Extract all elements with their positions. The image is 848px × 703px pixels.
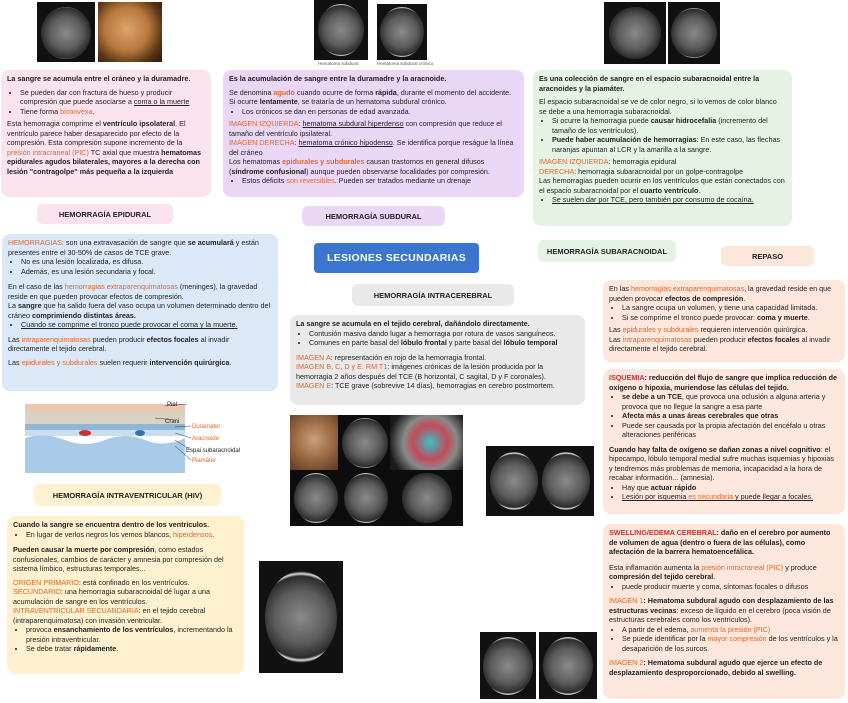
swelling-bullet-identify: • Se puede identificar por la mayor compresión de los ventrículos y la desaparición de los surcos. xyxy=(622,634,839,653)
subdural-paragraph-1: Se denomina agudo cuando ocurre de forma rápida, durante el momento del accidente. Si ocurre lentamente, se trataría de un hematoma subdural crónico. xyxy=(229,87,512,106)
intraventricular-heading: Cuando la sangre se encuentra dentro de los ventrículos. xyxy=(13,520,210,529)
hemorrhages-bullet-brainstem: • Cuando se comprime el tronco puede provocar el coma y la muerte. xyxy=(21,320,272,330)
label-piel: Piel xyxy=(167,402,178,408)
skin-layer xyxy=(25,404,185,412)
hemorrhages-surgery: Las epidurales y subdurales suelen requerir intervención quirúrgica. xyxy=(8,357,232,367)
repaso-surgery: Las epidurales y subdurales requieren intervención quirúrgica. xyxy=(609,325,808,334)
swelling-definition: SWELLING/EDEMA CEREBRAL: daño en el cerebro por aumento de volumen de agua (dentro o fuera de las células), como afectación de la barrera hematoencefálica. xyxy=(609,528,831,556)
label-espai-subaracnoidal: Espai subaracnoidal xyxy=(186,448,241,454)
subarachnoid-bullet-accumulation: • Puede haber acumulación de hemorragias: En este caso, las flechas naranjas apuntan al LCR y la amarilla a la sangre. xyxy=(552,135,786,154)
vessel xyxy=(135,430,145,436)
subdural-paragraph-2: Los hematomas epidurales y subdurales causan trastornos en general difusos (síndrome confusional) aunque pueden observarse focalidades por compresión. xyxy=(229,157,490,176)
epidural-bullet-fracture: • Se pueden dar con fractura de hueso y producir compresión que puede asociarse a coma o la muerte xyxy=(20,88,205,107)
label-piamater: Piamáter xyxy=(192,458,217,464)
subdural-bullet-chronic: • Los crónicos se dan en personas de edad avanzada. xyxy=(242,107,518,117)
subarachnoid-heading: Es una colección de sangre en el espacio subaracnoidal entre la aracnoides y la piamáter. xyxy=(539,74,760,93)
subarachnoid-image-left: IMAGEN IZQUIERDA: hemorragia epidural xyxy=(539,157,677,166)
swelling-image-1: IMAGEN 1: Hematoma subdural agudo con desplazamiento de las estructuras vecinas: exceso de líquido en el cerebro (poca visión de estructuras cerebrales como los ventrículos). xyxy=(609,596,834,624)
subdural-heading: Es la acumulación de sangre entre la duramadre y la aracnoide. xyxy=(229,74,447,83)
swelling-image-2: IMAGEN 2: Hematoma subdural agudo que ejerce un efecto de desplazamiento desproporcionado, debido al swelling. xyxy=(609,658,823,677)
3d-render xyxy=(390,415,463,470)
swelling-card xyxy=(603,524,845,699)
repaso-ct-pair xyxy=(486,446,594,516)
label-subaracnoidal: HEMORRAGÍA SUBARACNOIDAL xyxy=(538,240,676,262)
swelling-inflammation: Esta inflamación aumenta la presión intracraneal (PIC) y produce compresión del tejido cerebral. xyxy=(609,562,817,581)
intraventricular-ct-image xyxy=(259,561,343,673)
subarachnoid-paragraph-2: Las hemorragias pueden ocurrir en los ventrículos que están conectados con el espacio subaracnoidal por el cuarto ventrículo. xyxy=(539,176,785,195)
ischemia-bullet-secondary: • Lesión por isquemia es secundaria y puede llegar a focales. xyxy=(622,492,839,502)
ischemia-definition: ISQUEMIA: reducción del flujo de sangre que implica reducción de oxígeno o hipoxia, muriendose las células del tejido. xyxy=(609,373,838,392)
intracerebral-bullet-contusion: • Contusión masiva dando lugar a hemorragia por rotura de vasos sanguíneos. xyxy=(309,329,579,339)
intraventricular-origin-primary: ORIGEN PRIMARIO: está confinado en los ventrículos. xyxy=(13,577,190,587)
intracerebral-images-bcde: IMAGEN B, C, D y E. RM T1: imágenes crónicas de la lesión producida por la hemorragia 2 años después del TCE (B horizontal, C sagital, D y F coronales). xyxy=(296,362,546,381)
subarachnoid-card xyxy=(533,70,792,226)
ischemia-bullet-causes: • Puede ser causada por la propia afectación del encéfalo u otras alteraciones periféricas xyxy=(622,421,839,440)
hemorrhages-bullet-secondary: • Además, es una lesión secundaria y focal. xyxy=(21,267,272,277)
repaso-extraparenchymal: En las hemorragias extraparenquimatosas, la gravedad reside en que pueden provocar efectos de compresión. xyxy=(609,284,832,303)
repaso-bullet-brainstem: • Si se comprime el tronco puede provocar: coma y muerte. xyxy=(622,313,839,323)
subdural-image-left: IMAGEN IZQUIERDA: hematoma subdural hiperdenso con compresión que reduce el tamaño del ventrículo ipsilateral. xyxy=(229,119,502,138)
hemorrhages-extraparenchymal: En el caso de las hemorragias extraparenquimatosas (meninges), la gravedad reside en que pueden provocar efectos de compresión. xyxy=(8,282,258,301)
ischemia-bullet-tce: • se debe a un TCE, que provoca una oclusión a alguna arteria y provoca que no llegue la sangre a esa parte xyxy=(622,392,839,411)
subdural-bullet-reversible: • Estos déficits son reversibles. Pueden ser tratados mediante un drenaje xyxy=(242,176,518,186)
label-intracerebral: HEMORRAGÍA INTRACEREBRAL xyxy=(352,284,514,306)
intraventricular-secondary-tissue: INTRAVENTRICULAR SECUANDARIA: en el tejido cerebral (intraparenquimatosa) con invasión ventricular. xyxy=(13,606,206,625)
subarachnoid-bullet-causes: • Se suelen dar por TCE, pero también por consumo de cocaína. xyxy=(552,195,786,205)
label-aracnoide: Aracnoide xyxy=(192,436,220,442)
subdural-image-right: IMAGEN DERECHA: hematoma crónico hipodenso. Se identifica porque reságue la línea del cráneo xyxy=(229,138,514,157)
skull-ct-image xyxy=(37,2,95,62)
main-title: LESIONES SECUNDARIAS xyxy=(314,243,479,273)
intraventricular-bullet-treat: • Se debe tratar rápidamente. xyxy=(26,644,238,654)
intraventricular-card xyxy=(7,516,244,674)
ischemia-oxygen: Cuando hay falta de oxígeno se dañan zonas a nivel cognitivo: el hipocampo, lóbulo temporal medial sufre muchas isquemias y hipoxias y tendremos más problemas de memoria, incapacidad a la hora de recabar información... (amnesia). xyxy=(609,444,834,482)
epidural-heading: La sangre se acumula entre el cráneo y la duramadre. xyxy=(7,74,191,83)
hemorrhages-bullet-diffuse: • No es una lesión localizada, es difusa. xyxy=(21,257,272,267)
epidural-paragraph: Esta hemorragia comprime el ventrículo ipsolateral. El ventrículo parece haber desaparecido por efecto de la compresión. Esta compresión supone incremento de la presión intracraneal (PIC) TC axial que muestra hematomas epidurales agudos bilaterales, mayores a la derecha con lesión "contragolpe" más pequeña a la izquierda xyxy=(7,119,202,176)
subarachnoid-ct-left xyxy=(604,2,666,64)
hemorrhages-definition: HEMORRAGIAS: son una extravasación de sangre que se acumulará y están presentes entre el 30-50% de casos de TCE grave. xyxy=(8,238,259,257)
intraventricular-bullet-widening: • provoca ensanchamiento de los ventrículos, incrementando la presión intraventricular. xyxy=(26,625,238,644)
subdural-card xyxy=(223,70,524,197)
swelling-ct-left xyxy=(480,632,536,699)
ischemia-card xyxy=(603,369,845,514)
hemorrhages-intraparenchymal: Las intraparenquimatosas pueden producir efectos focales al invadir directamente el tejido cerebral. xyxy=(8,334,230,353)
subarachnoid-ct-right xyxy=(668,2,720,64)
repaso-intraparenchymal: Las intraparenquimatosas pueden producir efectos focales al invadir directamente el tejido cerebral. xyxy=(609,334,831,353)
label-repaso: REPASO xyxy=(721,246,814,266)
intracerebral-image-a: IMAGEN A: representación en rojo de la hemorragia frontal. xyxy=(296,352,487,362)
intracerebral-bullet-location: • Comunes en parte basal del lóbulo frontal y parte basal del lóbulo temporal xyxy=(309,338,579,348)
skull-layer xyxy=(25,412,185,424)
repaso-bullet-volume: • La sangre ocupa un volumen, y tiene una capacidad limitada. xyxy=(622,303,839,313)
hemorrhages-card xyxy=(2,234,278,391)
subarachnoid-bullet-hydrocephalus: • Si ocurre la hemorragia puede causar hidrocefalia (incremento del tamaño de los ventrículos). xyxy=(552,116,786,135)
intraventricular-origin-secondary: SECUNDARIO: una hemorragia subaracnoidal dé lugar a una acumulación de sangre en los ventrículos. xyxy=(13,587,210,606)
intracerebral-image-e: IMAGEN E: TCE grave (sobrevive 14 días), hemorragias en cerebro postmortem. xyxy=(296,381,555,390)
intraventricular-death: Pueden causar la muerte por compresión, como estados confusionales, cambios de carácter y amnesia por compresión del sistema límbico, estructuras temporales... xyxy=(13,545,224,573)
vessel xyxy=(79,430,91,436)
swelling-bullet-edema: • A partir de el edema, aumenta la presión (PIC) xyxy=(622,625,839,635)
intracerebral-card xyxy=(290,315,585,405)
ischemia-bullet-act-fast: • Hay que actuar rápido xyxy=(622,483,839,493)
ischemia-bullet-areas: • Afecta más a unas áreas cerebrales que otras xyxy=(622,411,839,421)
subarachnoid-paragraph-1: El espacio subaracnoidal se ve de color negro, si lo vemos de color blanco se debe a una hemorragia subaracnoidal. xyxy=(539,97,777,116)
intraventricular-bullet-white: • En lugar de verlos negros los vemos blancos, hiperdensos. xyxy=(26,530,238,540)
epidural-bullet-shape: • Tiene forma biconvexa. xyxy=(20,107,205,117)
label-craneo: Crani xyxy=(165,419,180,425)
subdural-ct-right xyxy=(377,4,427,60)
label-subdural: HEMORRAGÍA SUBDURAL xyxy=(302,206,445,226)
hemorrhages-blood-volume: La sangre que ha salido fuera del vaso ocupa un volumen determinado dentro del cráneo comprimiendo distintas áreas. xyxy=(8,301,271,320)
subdural-ct-left xyxy=(314,0,368,60)
label-epidural: HEMORRAGÍA EPIDURAL xyxy=(37,204,173,224)
epidural-card xyxy=(1,70,211,197)
intracerebral-heading: La sangre se acumula en el tejido cerebral, dañándolo directamente. xyxy=(296,319,530,328)
label-duramater: Duramáter xyxy=(192,424,221,430)
subdural-caption-right: Hematoma subdural crónico xyxy=(377,61,434,66)
skull-anatomy-image xyxy=(98,2,162,62)
swelling-bullet-effects: • puede producir muerte y coma, síntomas focales o difusos xyxy=(622,582,839,592)
specimen-photo xyxy=(290,415,338,470)
brain-tissue xyxy=(25,435,185,473)
intracerebral-image-grid xyxy=(290,415,463,526)
subdural-caption-left: Hematoma subdural xyxy=(318,61,359,66)
subarachnoid-image-right: DERECHA: hemorragia subaracnoidal por un golpe-contragolpe xyxy=(539,166,744,176)
repaso-card xyxy=(603,280,845,362)
swelling-ct-right xyxy=(539,632,597,699)
arachnoid-layer xyxy=(25,430,185,436)
meninges-diagram xyxy=(25,398,275,473)
dura-layer xyxy=(25,424,185,430)
label-intraventricular: HEMORRAGÍA INTRAVENTRICULAR (HIV) xyxy=(34,484,221,506)
